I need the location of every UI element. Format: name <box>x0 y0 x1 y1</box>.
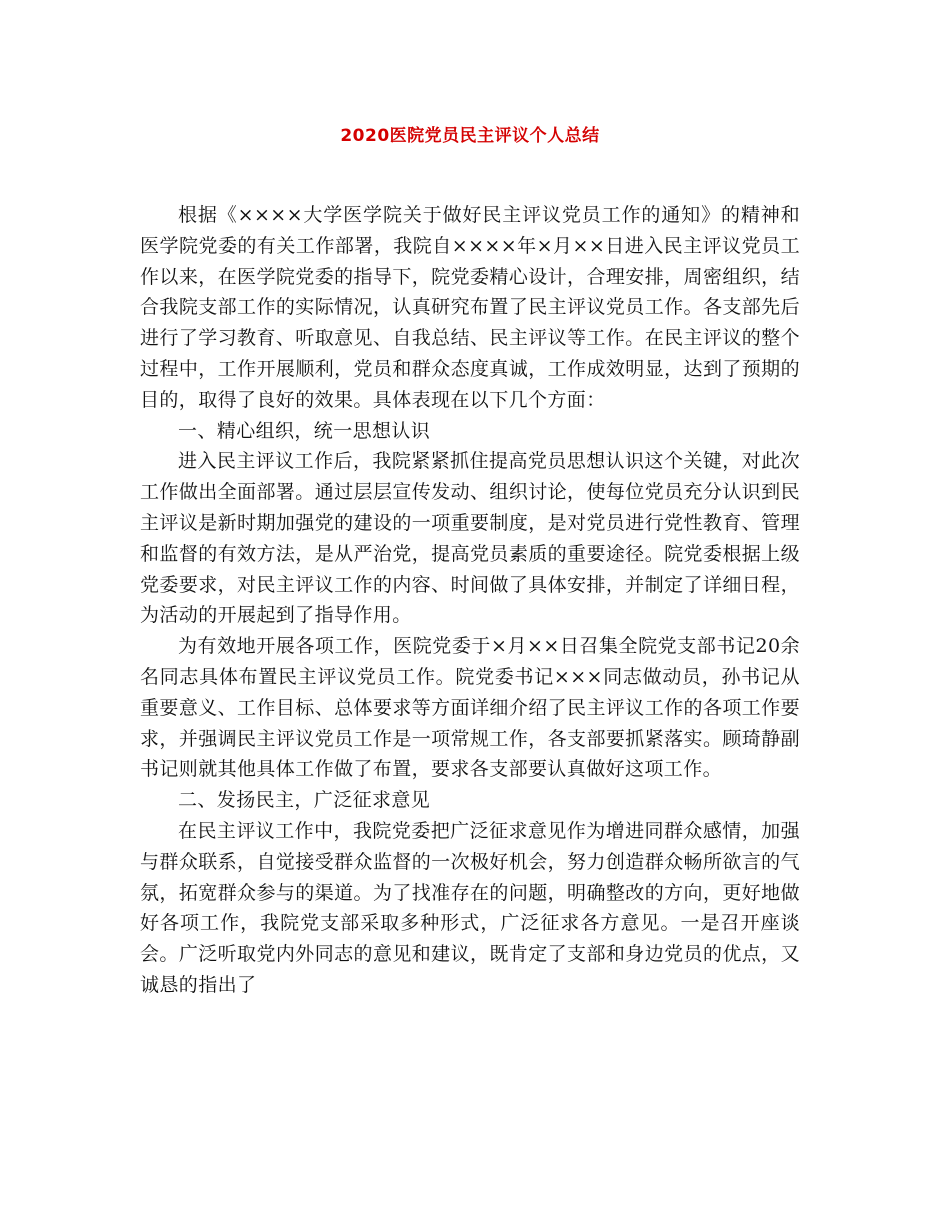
paragraph-section-1-b: 为有效地开展各项工作，医院党委于×月××日召集全院党支部书记20余名同志具体布置民主评议党员工作。院党委书记×××同志做动员，孙书记从重要意义、工作目标、总体要求等方面详细介绍了民主评议工作的各项工作要求，并强调民主评议党员工作是一项常规工作，各支部要抓紧落实。顾琦静副书记则就其他具体工作做了布置，要求各支部要认真做好这项工作。 <box>140 635 800 781</box>
paragraph-section-1-a: 进入民主评议工作后，我院紧紧抓住提高党员思想认识这个关键，对此次工作做出全面部署。通过层层宣传发动、组织讨论，使每位党员充分认识到民主评议是新时期加强党的建设的一项重要制度，是对党员进行党性教育、管理和监督的有效方法，是从严治党，提高党员素质的重要途径。院党委根据上级党委要求，对民主评议工作的内容、时间做了具体安排，并制定了详细日程，为活动的开展起到了指导作用。 <box>140 450 800 627</box>
document-page <box>140 118 800 1001</box>
section-heading-2: 二、发扬民主，广泛征求意见 <box>178 789 431 812</box>
paragraph-intro: 根据《××××大学医学院关于做好民主评议党员工作的通知》的精神和医学院党委的有关工作部署，我院自××××年×月××日进入民主评议党员工作以来，在医学院党委的指导下，院党委精心设计，合理安排，周密组织，结合我院支部工作的实际情况，认真研究布置了民主评议党员工作。各支部先后进行了学习教育、听取意见、自我总结、民主评议等工作。在民主评议的整个过程中，工作开展顺利，党员和群众态度真诚，工作成效明显，达到了预期的目的，取得了良好的效果。具体表现在以下几个方面： <box>140 204 800 411</box>
paragraph-section-2-a: 在民主评议工作中，我院党委把广泛征求意见作为增进同群众感情，加强与群众联系，自觉接受群众监督的一次极好机会，努力创造群众畅所欲言的气氛，拓宽群众参与的渠道。为了找准存在的问题，明确整改的方向，更好地做好各项工作，我院党支部采取多种形式，广泛征求各方意见。一是召开座谈会。广泛听取党内外同志的意见和建议，既肯定了支部和身边党员的优点，又诚恳的指出了 <box>140 819 800 996</box>
section-heading-1: 一、精心组织，统一思想认识 <box>178 419 431 442</box>
document-title: 2020医院党员民主评议个人总结 <box>340 126 600 146</box>
